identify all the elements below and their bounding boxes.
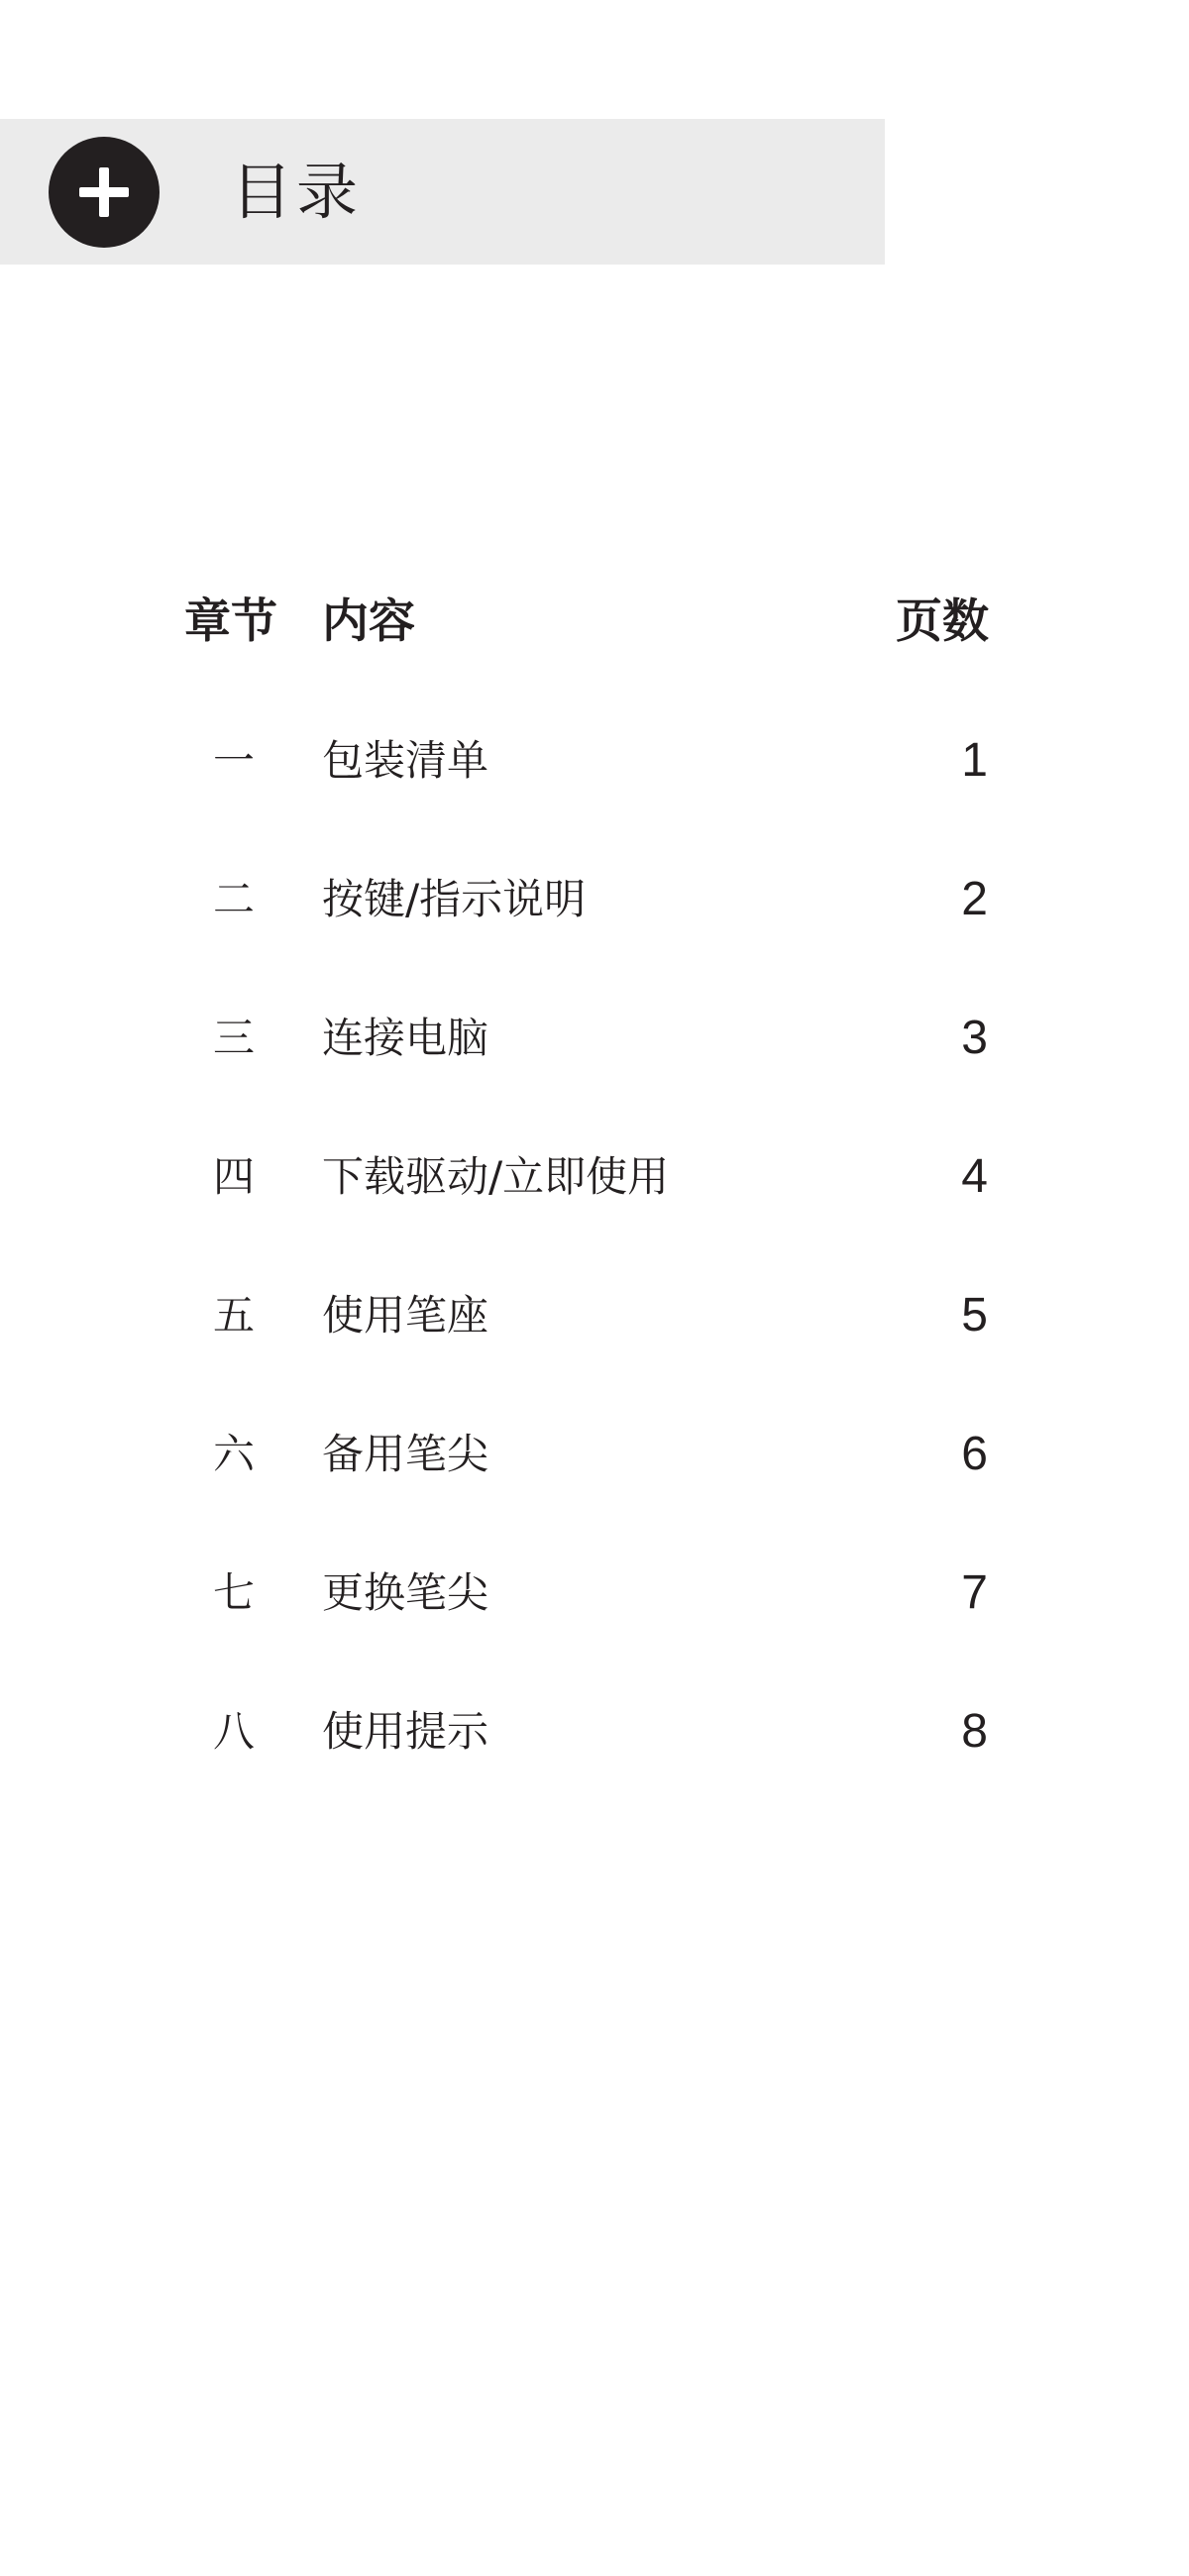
- page-number: 3: [961, 1012, 988, 1064]
- page-number: 1: [961, 734, 988, 787]
- chapter-title: 包装清单: [322, 736, 489, 785]
- chapter-title: 使用笔座: [322, 1291, 489, 1340]
- column-header-content: 内容: [322, 594, 415, 649]
- toc-row[interactable]: [0, 1281, 1189, 1420]
- page-number: 8: [961, 1705, 988, 1758]
- chapter-number: 七: [212, 1568, 255, 1617]
- page-number: 5: [961, 1289, 988, 1342]
- chapter-title: 连接电脑: [322, 1014, 489, 1062]
- toc-row[interactable]: [0, 1004, 1189, 1142]
- toc-row[interactable]: [0, 1420, 1189, 1558]
- toc-row[interactable]: [0, 1558, 1189, 1697]
- toc-row[interactable]: [0, 726, 1189, 865]
- toc-row[interactable]: [0, 1142, 1189, 1281]
- toc-row[interactable]: [0, 1697, 1189, 1836]
- page-number: 6: [961, 1428, 988, 1480]
- chapter-number: 五: [212, 1291, 255, 1340]
- chapter-number: 一: [212, 736, 255, 785]
- chapter-title: 按键/指示说明: [322, 875, 587, 923]
- plus-icon: [49, 137, 160, 248]
- chapter-title: 下载驱动/立即使用: [322, 1152, 670, 1201]
- column-header-pages: 页数: [896, 594, 989, 649]
- toc-row[interactable]: [0, 865, 1189, 1004]
- chapter-title: 使用提示: [322, 1707, 489, 1756]
- chapter-title: 备用笔尖: [322, 1430, 489, 1478]
- chapter-number: 三: [212, 1014, 255, 1062]
- chapter-number: 二: [212, 875, 255, 923]
- page-number: 2: [961, 873, 988, 925]
- toc-list: [0, 726, 1189, 1836]
- page-title: 目录: [231, 156, 363, 228]
- column-header-chapter: 章节: [184, 594, 277, 649]
- chapter-number: 四: [212, 1152, 255, 1201]
- chapter-number: 六: [212, 1430, 255, 1478]
- toc-header-band: [0, 119, 885, 265]
- chapter-title: 更换笔尖: [322, 1568, 489, 1617]
- chapter-number: 八: [212, 1707, 255, 1756]
- page-number: 4: [961, 1150, 988, 1203]
- page-number: 7: [961, 1566, 988, 1619]
